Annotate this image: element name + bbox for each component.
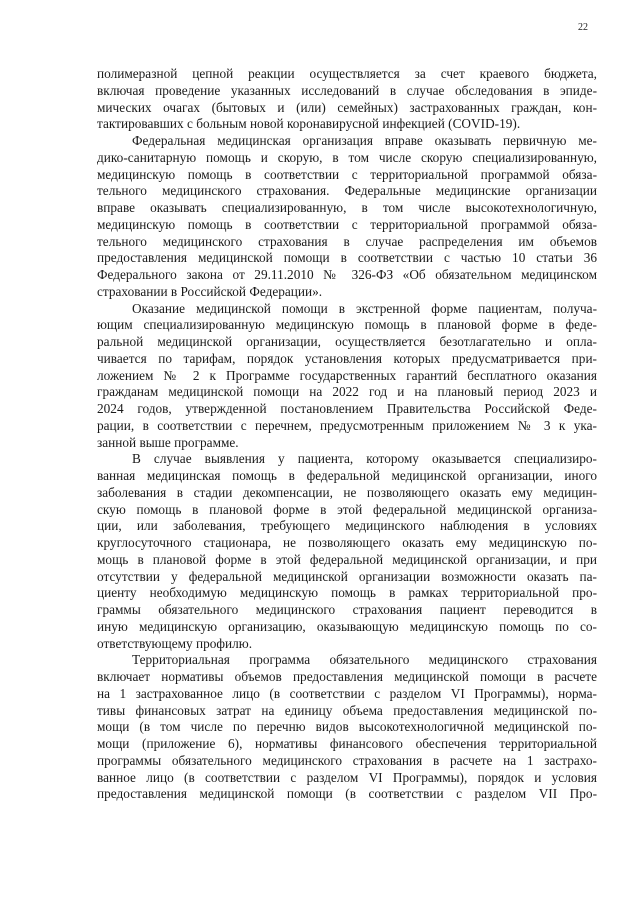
text-line: ции, или заболевания, требующего медицинского наблюдения в условиях bbox=[97, 518, 597, 534]
text-line: иную медицинскую организацию, оказывающую медицинскую помощь по со- bbox=[97, 618, 597, 634]
text-line: мощи (приложение 6), нормативы финансового обеспечения территориальной bbox=[97, 736, 597, 751]
text-line: включает нормативы объемов предоставления медицинской помощи в расчете bbox=[97, 669, 597, 684]
text-line: мощи (в том числе по перечню видов высокотехнологичной медицинской по- bbox=[97, 719, 597, 735]
text-line: Федерального закона от 29.11.2010 № 326-ФЗ «Об обязательном медицинском bbox=[97, 267, 597, 282]
text-line: ответствующему профилю. bbox=[97, 635, 253, 651]
text-line: дико-санитарную помощь и скорую, в том числе скорую специализированную, bbox=[97, 149, 597, 165]
text-line: тивы финансовых затрат на единицу объема предоставления медицинской по- bbox=[97, 702, 597, 718]
text-line: мощь в плановой форме в этой федеральной медицинской организации, и при bbox=[97, 551, 597, 567]
text-line: циенту необходимую медицинскую помощь в рамках территориальной про- bbox=[97, 585, 597, 601]
text-line: чивается по тарифам, порядок установления которых предусматривается при- bbox=[97, 350, 597, 366]
text-line: включая проведение указанных исследований в случае обследования в эпиде- bbox=[97, 82, 597, 98]
text-line: отсутствии у федеральной медицинской организации возможности оказать па- bbox=[97, 568, 597, 584]
text-line: медицинскую помощь в соответствии с территориальной программой обяза- bbox=[97, 216, 597, 232]
text-line: 2024 годов, утвержденной постановлением Правительства Российской Феде- bbox=[97, 401, 597, 416]
text-line: вправе оказывать специализированную, в том числе высокотехнологичную, bbox=[97, 200, 597, 215]
text-line: ющим специализированную медицинскую помощь в плановой форме в феде- bbox=[97, 317, 597, 333]
text-line: Территориальная программа обязательного медицинского страхования bbox=[132, 652, 597, 668]
text-line: круглосуточного стационара, не позволяющего оказать ему медицинскую по- bbox=[97, 535, 597, 550]
text-line: Оказание медицинской помощи в экстренной форме пациентам, получа- bbox=[132, 300, 597, 316]
text-line: предоставления медицинской помощи (в соответствии с разделом VII Про- bbox=[97, 786, 597, 802]
text-line: предоставления медицинской помощи в соответствии с частью 10 статьи 36 bbox=[97, 250, 597, 266]
text-line: рации, в соответствии с перечнем, предусмотренным приложением № 3 к ука- bbox=[97, 417, 597, 433]
text-line: ложением № 2 к Программе государственных гарантий бесплатного оказания bbox=[97, 367, 597, 383]
text-line: гражданам медицинской помощи на 2022 год и на плановый период 2023 и bbox=[97, 384, 597, 400]
text-line: на 1 застрахованное лицо (в соответствии с разделом VI Программы), норма- bbox=[97, 685, 597, 701]
text-line: ванная медицинская помощь в федеральной медицинской организации, иного bbox=[97, 468, 597, 483]
text-line: занной выше программе. bbox=[97, 434, 239, 450]
text-line: тельного медицинского страхования. Федеральные медицинские организации bbox=[97, 183, 597, 199]
text-line: граммы обязательного медицинского страхования пациент переводится в bbox=[97, 602, 597, 617]
text-line: мических очагах (бытовых и (или) семейных) застрахованных граждан, кон- bbox=[97, 99, 597, 115]
text-line: тельного медицинского страхования в случае распределения им объемов bbox=[97, 233, 597, 249]
text-line: В случае выявления у пациента, которому оказывается специализиро- bbox=[132, 451, 597, 467]
text-line: медицинскую помощь в соответствии с территориальной программой обяза- bbox=[97, 166, 597, 182]
text-line: скую помощь в плановой форме в этой федеральной медицинской организа- bbox=[97, 501, 597, 517]
text-line: Федеральная медицинская организация вправе оказывать первичную ме- bbox=[132, 133, 597, 148]
page-number: 22 bbox=[578, 22, 588, 33]
text-line: ванное лицо (в соответствии с разделом VI Программы), порядок и условия bbox=[97, 769, 597, 785]
text-line: ральной медицинской организации, осуществляется безотлагательно и опла- bbox=[97, 334, 597, 349]
text-line: программы обязательного медицинского страхования в расчете на 1 застрахо- bbox=[97, 752, 597, 768]
text-line: заболевания в стадии декомпенсации, не позволяющего оказать ему медицин- bbox=[97, 484, 597, 500]
text-line: полимеразной цепной реакции осуществляется за счет краевого бюджета, bbox=[97, 66, 597, 81]
text-line: страховании в Российской Федерации». bbox=[97, 283, 323, 299]
text-line: тактировавших с больным новой коронавирусной инфекцией (COVID-19). bbox=[97, 116, 521, 132]
